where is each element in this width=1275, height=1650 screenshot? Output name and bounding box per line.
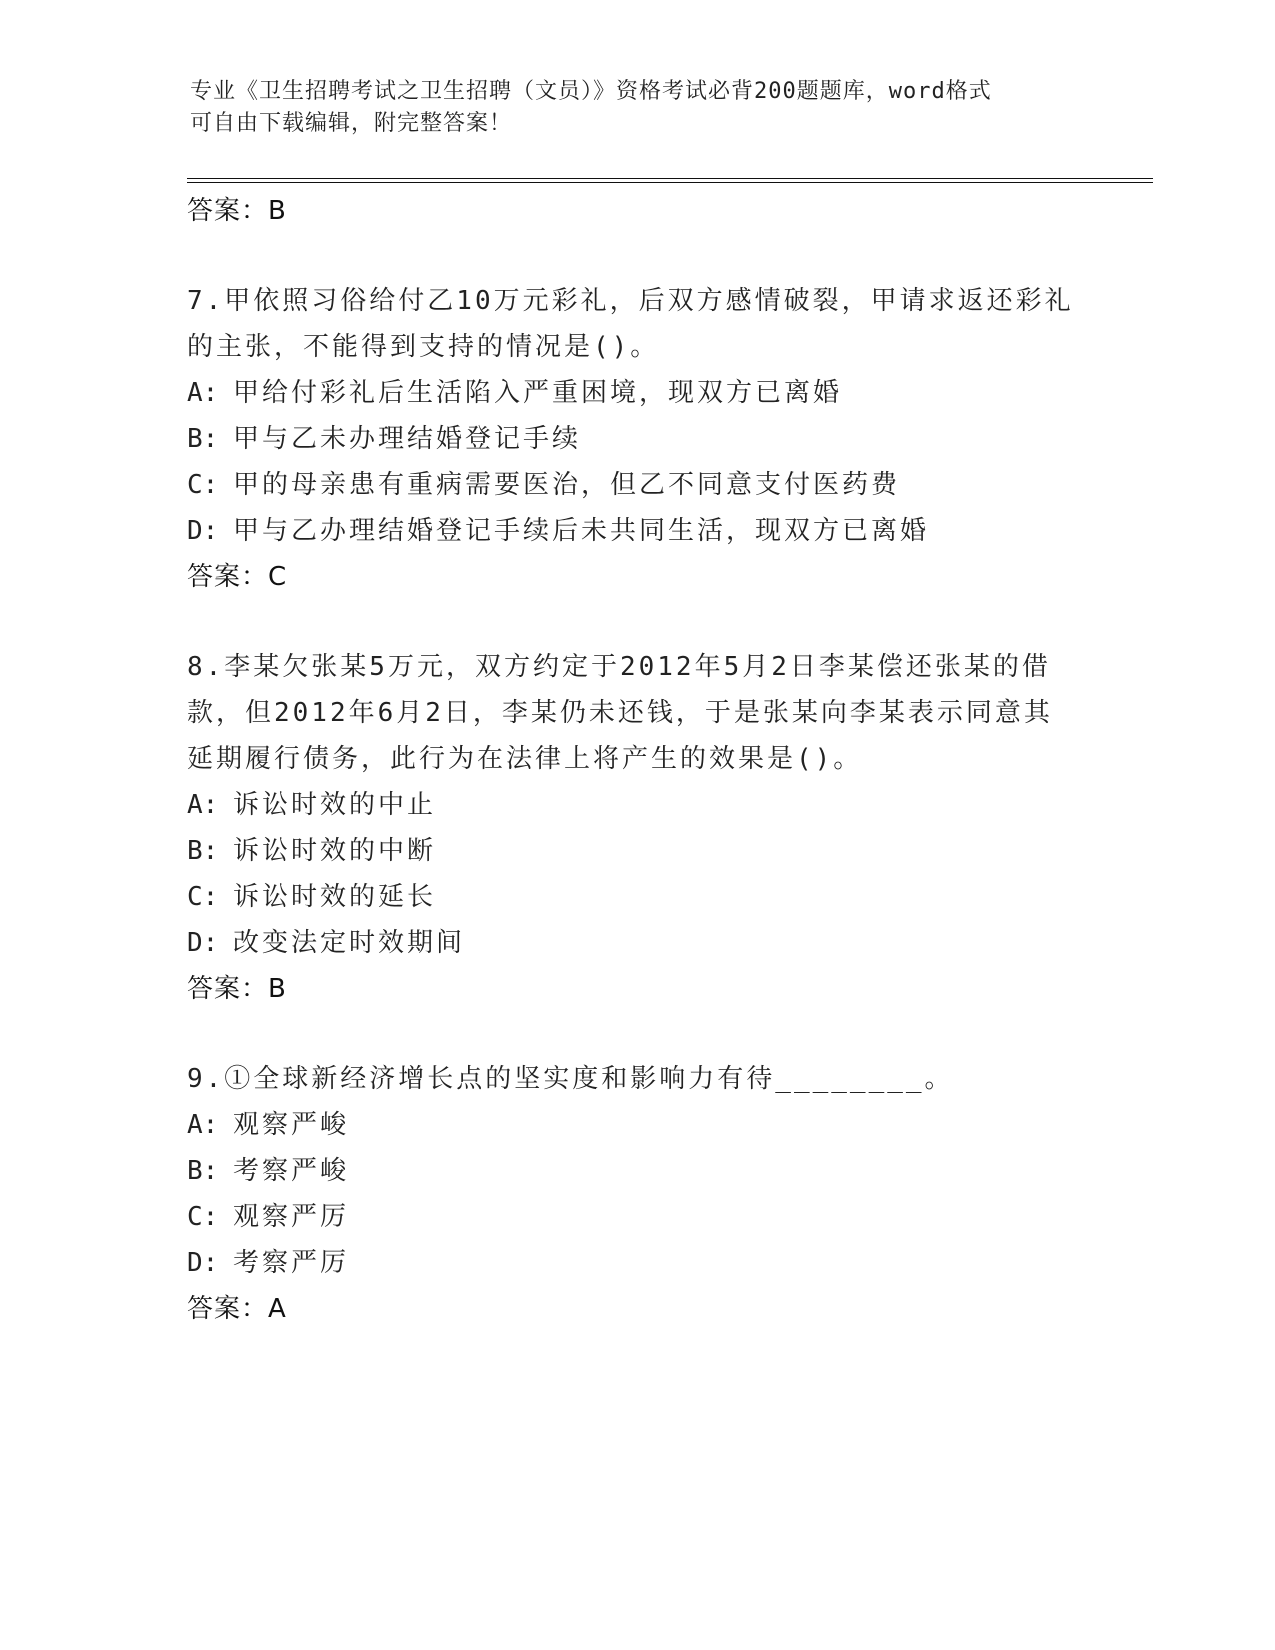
option-letter: A: xyxy=(187,1110,219,1140)
question-gap xyxy=(187,600,1087,644)
option-letter: C: xyxy=(187,1202,219,1232)
document-body xyxy=(187,188,1087,1332)
answer-option xyxy=(187,920,1087,966)
answer-option xyxy=(187,874,1087,920)
option-letter: D: xyxy=(187,928,219,958)
question-stem-line: 款，但2012年6月2日，李某仍未还钱，于是张某向李某表示同意其 xyxy=(187,698,1053,728)
option-letter: C: xyxy=(187,882,219,912)
answer-option xyxy=(187,1102,1087,1148)
question-gap xyxy=(187,234,1087,278)
option-letter: C: xyxy=(187,470,219,500)
question-gap xyxy=(187,1012,1087,1056)
header-line: 可自由下载编辑，附完整答案！ xyxy=(190,111,513,136)
question-block xyxy=(187,278,1087,600)
option-letter: D: xyxy=(187,1248,219,1278)
option-letter: A: xyxy=(187,790,219,820)
option-letter: B: xyxy=(187,424,219,454)
answer-line: 答案：B xyxy=(187,974,287,1004)
option-text: 甲的母亲患有重病需要医治，但乙不同意支付医药费 xyxy=(233,470,901,500)
question-stem-line: 7.甲依照习俗给付乙10万元彩礼，后双方感情破裂，甲请求返还彩礼 xyxy=(187,286,1074,316)
answer-option xyxy=(187,1148,1087,1194)
question-block xyxy=(187,1056,1087,1332)
answer-line: 答案：B xyxy=(187,196,287,226)
option-letter: A: xyxy=(187,378,219,408)
option-letter: B: xyxy=(187,836,219,866)
option-text: 考察严峻 xyxy=(233,1156,350,1186)
answer-option xyxy=(187,508,1087,554)
option-text: 考察严厉 xyxy=(233,1248,350,1278)
answer-option xyxy=(187,370,1087,416)
answer-line: 答案：A xyxy=(187,1294,287,1324)
answer-option xyxy=(187,782,1087,828)
option-text: 诉讼时效的中止 xyxy=(233,790,437,820)
question-stem-line: 8.李某欠张某5万元，双方约定于2012年5月2日李某偿还张某的借 xyxy=(187,652,1051,682)
option-text: 甲与乙未办理结婚登记手续 xyxy=(233,424,582,454)
answer-option xyxy=(187,416,1087,462)
option-text: 甲给付彩礼后生活陷入严重困境，现双方已离婚 xyxy=(233,378,843,408)
question-stem-line: 9.①全球新经济增长点的坚实度和影响力有待________。 xyxy=(187,1064,954,1094)
answer-option xyxy=(187,462,1087,508)
option-text: 甲与乙办理结婚登记手续后未共同生活，现双方已离婚 xyxy=(233,516,930,546)
option-letter: B: xyxy=(187,1156,219,1186)
option-text: 诉讼时效的延长 xyxy=(233,882,437,912)
question-stem-line: 的主张，不能得到支持的情况是()。 xyxy=(187,332,660,362)
header-line: 专业《卫生招聘考试之卫生招聘（文员）》资格考试必背200题题库，word格式 xyxy=(190,79,992,104)
answer-line: 答案：C xyxy=(187,562,288,592)
answer-option xyxy=(187,1194,1087,1240)
answer-option xyxy=(187,1240,1087,1286)
question-stem-line: 延期履行债务，此行为在法律上将产生的效果是()。 xyxy=(187,744,863,774)
option-letter: D: xyxy=(187,516,219,546)
option-text: 观察严厉 xyxy=(233,1202,350,1232)
question-block xyxy=(187,644,1087,1012)
answer-option xyxy=(187,828,1087,874)
header-divider xyxy=(187,178,1153,183)
page-header xyxy=(190,76,1090,140)
option-text: 诉讼时效的中断 xyxy=(233,836,437,866)
option-text: 观察严峻 xyxy=(233,1110,350,1140)
option-text: 改变法定时效期间 xyxy=(233,928,466,958)
